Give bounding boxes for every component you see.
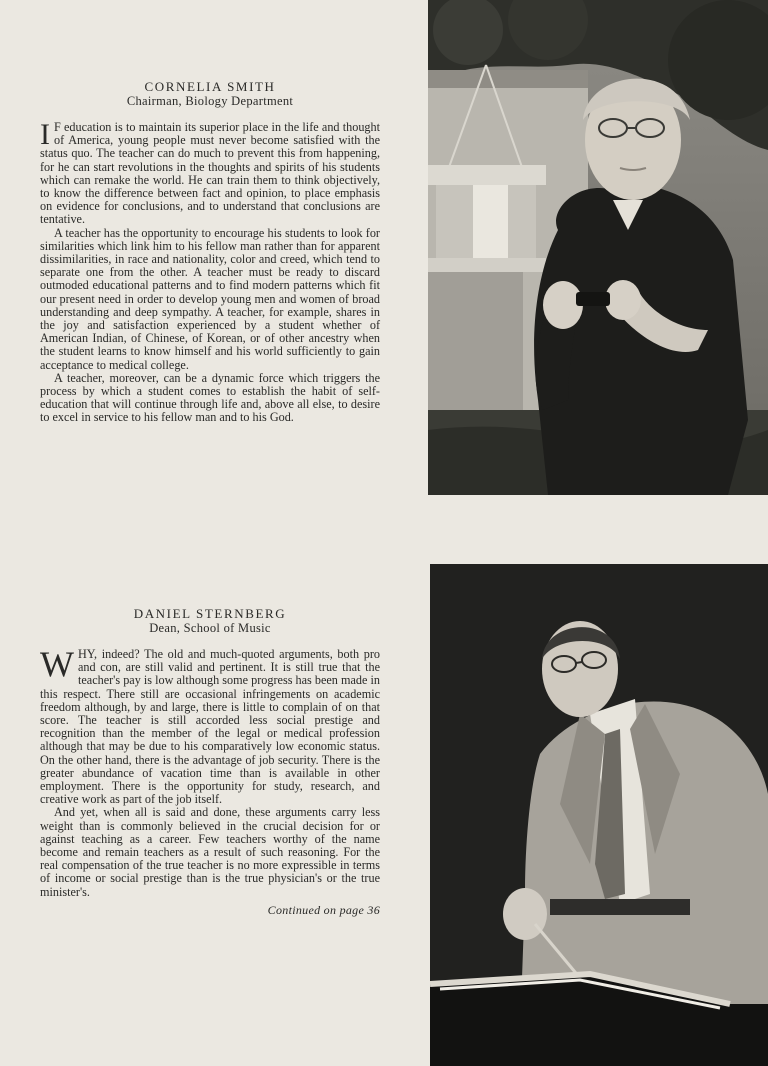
profile-title: Dean, School of Music xyxy=(149,621,271,635)
drop-cap: I xyxy=(40,118,50,151)
paragraph: And yet, when all is said and done, these arguments carry less weight than is commonly believed in the crucial decision for or against teaching as a career. Few teachers worthy of the name become and remain teachers as a result of such reasoning. For the real compensation of the true teacher is no more expressible in terms of income or social prestige than is the true physician's or the true minister's. xyxy=(40,805,380,899)
profile-daniel-sternberg xyxy=(40,607,380,918)
paragraph: A teacher, moreover, can be a dynamic force which triggers the process by which a student comes to establish the habit of self-education that will continue through life and, above all else, to desire to excel in service to his fellow man and to his God. xyxy=(40,370,380,425)
photo-cornelia-smith xyxy=(428,0,768,495)
profile-body xyxy=(40,118,380,425)
photo-daniel-sternberg xyxy=(430,564,768,1066)
paragraph: I F education is to maintain its superior place in the life and thought of America, young people must never become satisfied with the status quo. The teacher can do much to prevent this from happening, for he can start revolutions in the thoughts and spirits of his students which can remake the world. He can train them to think objectively, to know the difference between fact and opinion, to place emphasis on evidence for conclusions, and to understand that conclusions are tentative. xyxy=(40,118,380,227)
profile-name: CORNELIA SMITH xyxy=(144,79,276,94)
profile-body xyxy=(40,644,380,899)
profile-title: Chairman, Biology Department xyxy=(126,94,294,108)
paragraph: WHY, indeed? The old and much-quoted arguments, both pro and con, are still valid and pertinent. It is still true that the teacher's pay is low although some progress has been made in this respect. There still are occasional infringements on academic freedom although, by and large, there is little to complain of on that score. The teacher is still accorded less social prestige and recognition than the member of the legal or medical profession although that may be due to his comparatively low economic status. On the other hand, there is the advantage of job security. There is the greater abundance of vacation time than is available in other employment. There is the opportunity for study, research, and creative work as part of the job itself. xyxy=(40,644,380,807)
profile-cornelia-smith xyxy=(40,80,380,425)
paragraph: A teacher has the opportunity to encourage his students to look for similarities which link him to his fellow man rather than for apparent dissimilarities, in race and nationality, color and creed, which tend to separate one from the other. A teacher must be ready to discard outmoded educational patterns and to find modern patterns which fit our present need in order to develop young men and women of broad understanding and deep sympathy. A teacher, for example, shares in the joy and satisfaction experienced by a student whether of American Indian, of Chinese, of Korean, or of other ancestry when the student learns to know himself and his world sufficiently to gain acceptance to medical college. xyxy=(40,225,380,372)
profile-name: DANIEL STERNBERG xyxy=(133,606,287,621)
continued-note: Continued on page 36 xyxy=(267,902,380,917)
drop-cap: W xyxy=(40,644,74,684)
